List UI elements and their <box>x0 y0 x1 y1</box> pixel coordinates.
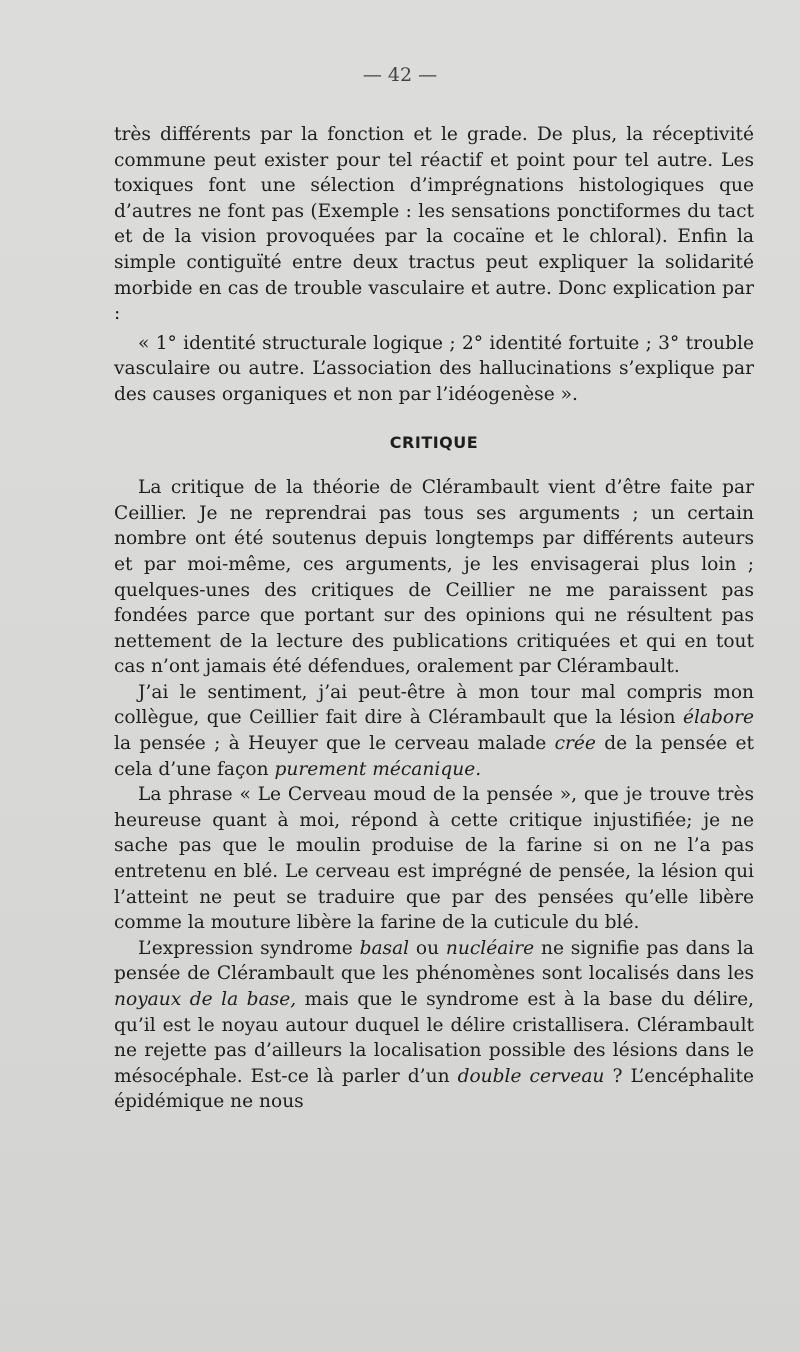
paragraph-sentiment: J’ai le sentiment, j’ai peut-être à mon tour mal compris mon collègue, que Ceillier fait dire à Clérambault que la lésion élabore la pensée ; à Heuyer que le cerveau malade crée de la pensée et cela d’une façon purement mécanique. <box>114 681 754 780</box>
paragraph-phrase: La phrase « Le Cerveau moud de la pensée », que je trouve très heureuse quant à moi, répond à cette critique injustifiée; je ne sache pas que le moulin produise de la farine si on ne l’a pas entretenu en blé. Le cerveau est imprégné de pensée, la lésion qui l’atteint ne peut se traduire que par des pensées qu’elle libère comme la mouture libère la farine de la cuticule du blé. <box>114 784 754 934</box>
italic-term: double cerveau <box>457 1065 605 1087</box>
page-number: — 42 — <box>362 64 438 86</box>
paragraph-continuation: très différents par la fonction et le grade. De plus, la réceptivité commune peut exister pour tel réactif et point pour tel autre. Les toxiques font une sélection d’imprégnations histologiques que d’autres ne font pas (Exemple : les sensations ponctiformes du tact et de la vision provoquées par la cocaïne et le chloral). Enfin la simple contiguïté entre deux tractus peut expliquer la solidarité morbide en cas de trouble vasculaire et autre. Donc explication par : <box>114 124 754 325</box>
paragraph-quote: « 1° identité structurale logique ; 2° identité fortuite ; 3° trouble vasculaire ou autre. L’association des hallucinations s’explique par des causes organiques et non par l’idéogenèse ». <box>114 332 754 405</box>
italic-term: crée <box>554 733 596 755</box>
paragraph-expression: L’expression syndrome basal ou nucléaire ne signifie pas dans la pensée de Clérambault que les phénomènes sont localisés dans les noyaux de la base, mais que le syndrome est à la base du délire, qu’il est le noyau autour duquel le délire cristallisera. Clérambault ne rejette pas d’ailleurs la localisation possible des lésions dans le mésocéphale. Est-ce là parler d’un double cerveau ? L’encéphalite épidémique ne nous <box>114 937 754 1113</box>
italic-term: élabore <box>682 707 754 729</box>
italic-term: noyaux de la base, <box>114 989 297 1010</box>
body-text <box>114 122 754 1115</box>
section-heading: CRITIQUE <box>389 432 479 452</box>
italic-term: purement mécanique. <box>274 758 482 780</box>
italic-term: nucléaire <box>445 937 535 959</box>
italic-term: basal <box>359 937 410 959</box>
paragraph-critique: La critique de la théorie de Clérambault vient d’être faite par Ceillier. Je ne reprendrai pas tous ses arguments ; un certain nombre ont été soutenus depuis longtemps par différents auteurs et par moi-même, ces arguments, je les envisagerai plus loin ; quelques-unes des critiques de Ceillier ne me paraissent pas fondées parce que portant sur des opinions qui ne résultent pas nettement de la lecture des publications critiquées et qui en tout cas n’ont jamais été défendues, oralement par Clérambault. <box>114 477 754 678</box>
